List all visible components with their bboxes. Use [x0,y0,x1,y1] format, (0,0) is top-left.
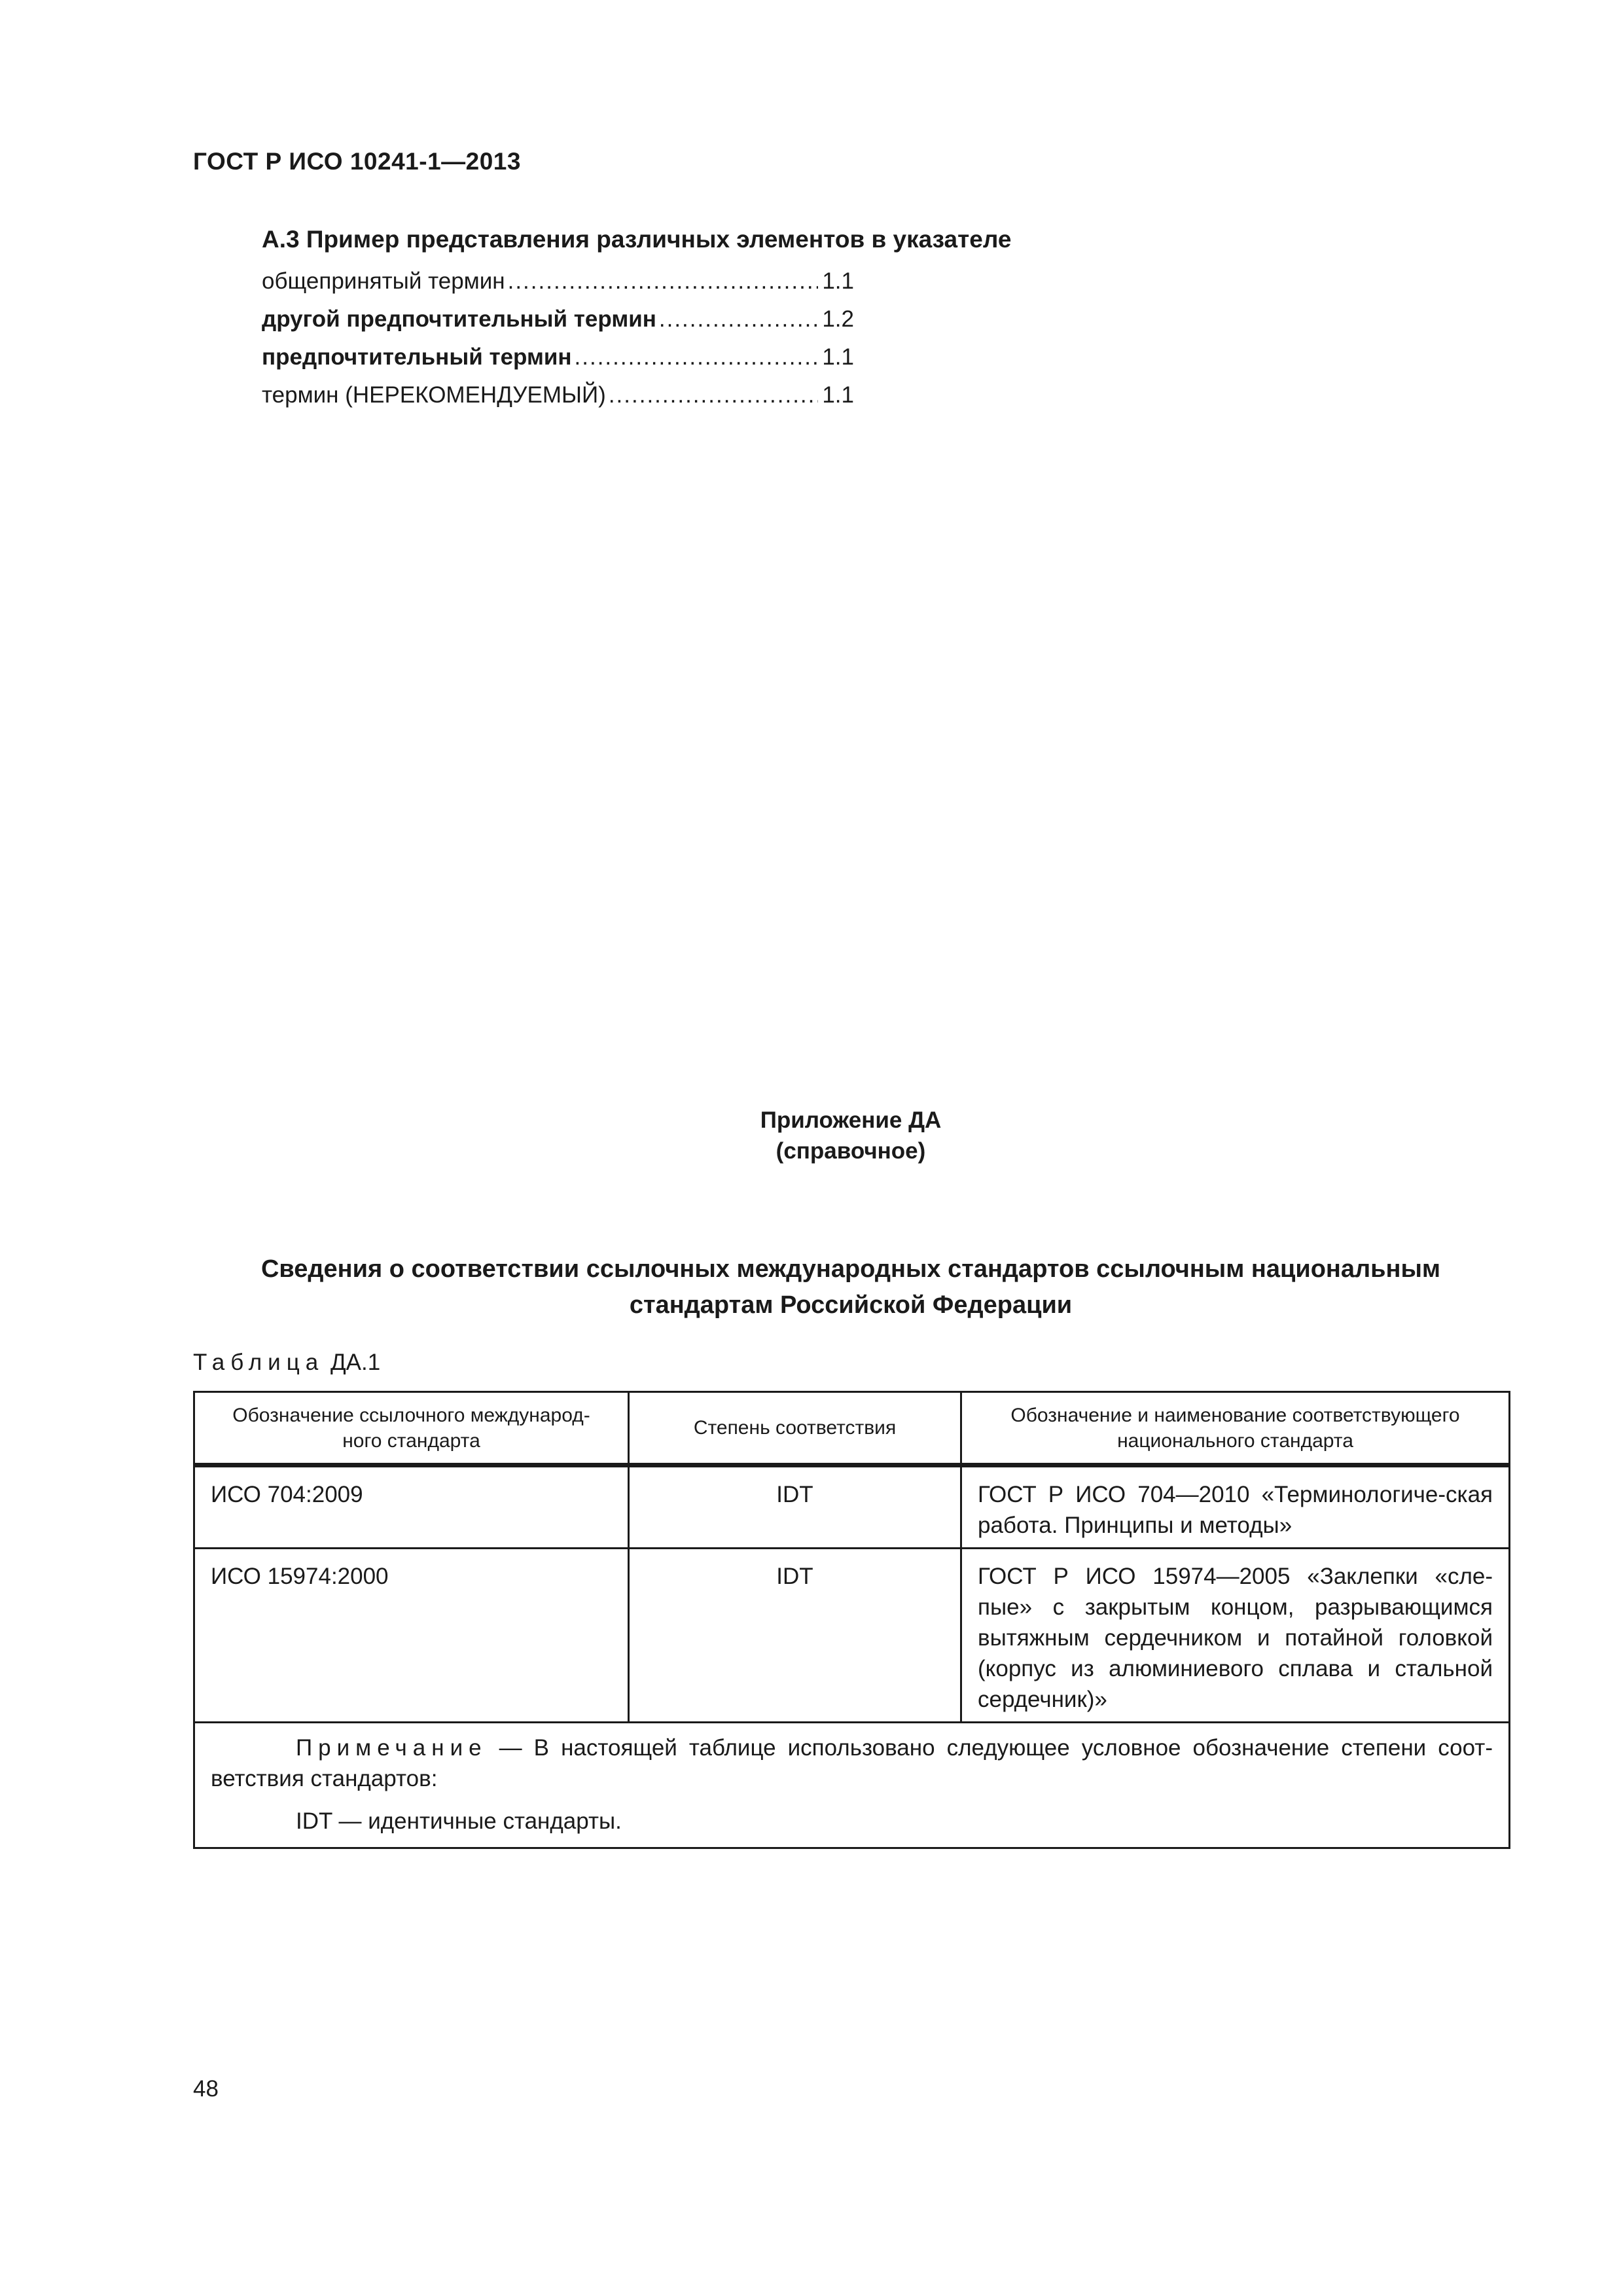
column-header-line: национального стандарта [1117,1429,1353,1452]
index-term: термин (НЕРЕКОМЕНДУЕМЫЙ) [262,382,606,408]
index-term: предпочтительный термин [262,344,572,370]
table-header-row [194,1392,1510,1465]
index-number: 1.2 [822,306,854,332]
leader-dots [609,382,819,408]
cell-degree: IDT [629,1465,961,1549]
index-number: 1.1 [822,382,854,408]
column-header-national [961,1392,1510,1465]
leader-dots [508,268,819,295]
note-idt-definition: IDT — идентичные стандарты. [296,1808,622,1834]
index-term: другой предпочтительный термин [262,306,656,332]
column-header-line: Обозначение ссылочного международ- [232,1404,590,1426]
leader-dots [659,306,818,332]
note-word: Примечание [296,1735,488,1761]
table-label-word: Таблица [193,1350,325,1375]
table-note [194,1723,1510,1848]
index-entry [262,382,854,414]
document-code-header: ГОСТ Р ИСО 10241-1—2013 [193,148,521,175]
table-note-row [194,1723,1510,1848]
column-header-degree: Степень соответствия [629,1392,961,1465]
cell-international-standard: ИСО 15974:2000 [194,1549,629,1723]
table-row [194,1549,1510,1723]
index-number: 1.1 [822,344,854,370]
annex-title-line-2: стандартам Российской Федерации [629,1291,1073,1319]
note-text: — В настоящей таблице использовано следующее условное обозначение степени соот-ветствия стандартов: [211,1735,1493,1791]
index-entry [262,344,854,376]
table-label-number: ДА.1 [330,1350,381,1375]
column-header-international [194,1392,629,1465]
column-header-line: Обозначение и наименование соответствующего [1010,1404,1460,1426]
reference-standards-table [193,1391,1510,1849]
page-number: 48 [193,2076,219,2102]
annex-title-line-1: Сведения о соответствии ссылочных международных стандартов ссылочным национальным [260,1255,1441,1283]
index-number: 1.1 [822,268,854,294]
cell-international-standard: ИСО 704:2009 [194,1465,629,1549]
table-label [193,1350,380,1376]
table-row [194,1465,1510,1549]
annex-label: Приложение ДА [760,1107,942,1133]
leader-dots [575,344,819,370]
note-paragraph [211,1732,1493,1794]
index-entry [262,306,854,338]
cell-degree: IDT [629,1549,961,1723]
cell-national-standard: ГОСТ Р ИСО 704—2010 «Терминологиче-ская работа. Принципы и методы» [961,1465,1510,1549]
cell-national-standard: ГОСТ Р ИСО 15974—2005 «Заклепки «сле-пые» с закрытым концом, разрывающимся вытяжным сердечником и потайной головкой (корпус из алюминиевого сплава и стальной сердечник)» [961,1549,1510,1723]
column-header-line: ного стандарта [342,1429,480,1452]
index-entry [262,268,854,300]
annex-kind: (справочное) [776,1138,926,1164]
index-term: общепринятый термин [262,268,505,294]
section-title: А.3 Пример представления различных элементов в указателе [262,226,1012,253]
